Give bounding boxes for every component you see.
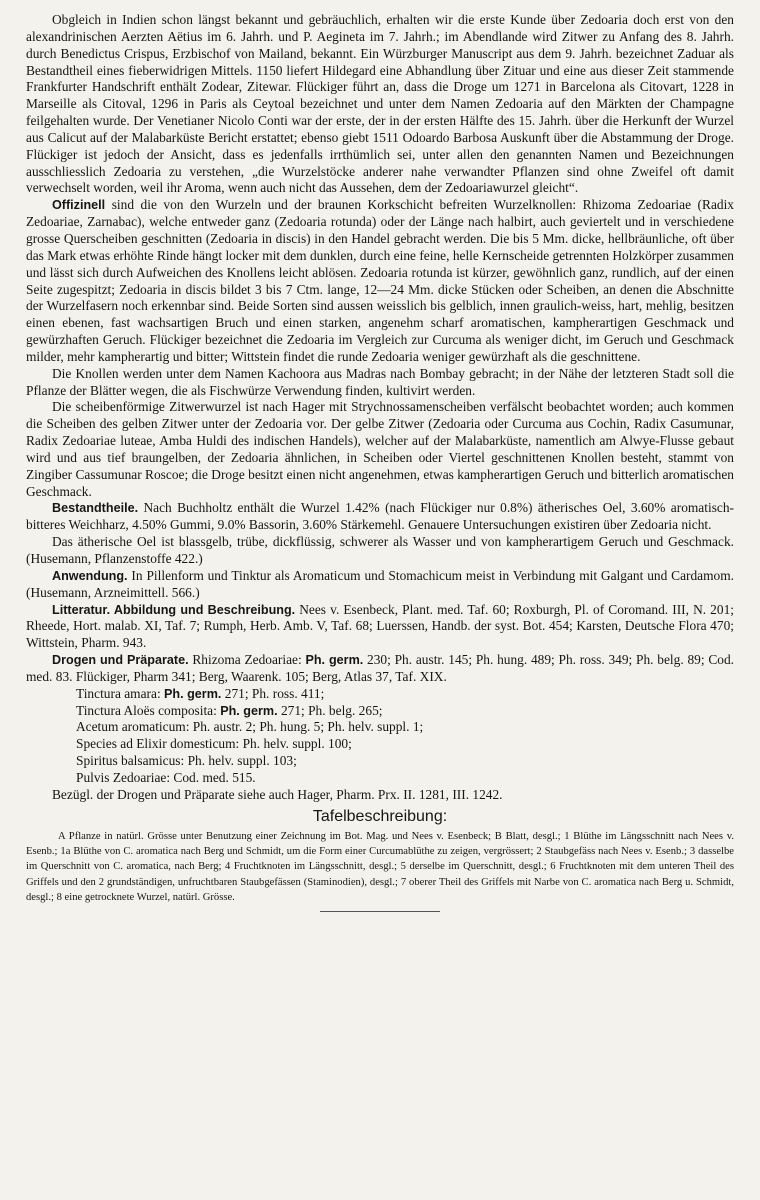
praeparat-name: Tinctura amara: — [76, 685, 165, 701]
ph-germ-label: Ph. germ. — [220, 703, 278, 718]
anwendung-heading: Anwendung. — [52, 568, 128, 583]
bestandtheile-heading: Bestandtheile. — [52, 501, 139, 516]
bestandtheile-text: Nach Buchholtz enthält die Wurzel 1.42% (nach Flückiger nur 0.8%) ätherisches Oel, 3.60% aromatisch-bitteres Weichharz, 4.50% Gummi, 9.0% Bassorin, 3.60% Stärkemehl. Genauere Untersuchungen existiren über Zedoaria nicht. — [26, 500, 734, 533]
end-rule — [320, 911, 440, 912]
drogen-text-b: 230; Ph. austr. 145; Ph. hung. 489; Ph. ross. 349; Ph. belg. 89; Cod. med. 83. Flückiger, Pharm 341; Berg, Waarenk. 105; Berg, Atlas 37, Taf. XIX. — [26, 652, 734, 684]
offizinell-text: sind die von den Wurzeln und der braunen Korkschicht befreiten Wurzelknollen: Rhizoma Zedoariae (Radix Zedoariae, Zarnabac), welche entweder ganz (Zedoaria rotunda) oder der Länge nach halbirt, auch geviertelt und in verschiedene grosse Querscheiben geschnitten (Zedoaria in discis) in den Handel gebracht werden. Die bis 5 Mm. dicke, hellbräunliche, oft über das Mark etwas erhöhte Rinde hängt locker mit dem dunklen, durch eine feine, helle Kernscheide getrennten Holzkörper zusammen und lässt sich durch Aufweichen des Knollens leicht ablösen. Zedoaria rotunda ist kürzer, gewöhnlich ganz, rundlich, auf der einen Seite zugespitzt; Zedoaria in discis bildet 3 bis 7 Ctm. lange, 12—24 Mm. dicke Stücken oder Scheiben, an denen die Abschnitte der Wurzelfasern noch erkennbar sind. Beide Sorten sind aussen weisslich bis gelblich, innen graulich-weiss, hart, mehlig, besitzen einen ebenen, fast wachsartigen Bruch und einen starken, angenehm scharf aromatischen, kampherartigen Geschmack und gewürzhaften Geruch. Flückiger bezeichnet die Zedoaria im Vergleich zur Curcuma als weniger dicht, im Geruch und Geschmack milder, mehr kampherartig und bitter; Wittstein findet die runde Zedoaria weniger gewürzhaft als die geschnittene. — [26, 197, 734, 364]
hager-reference: Bezügl. der Drogen und Präparate siehe auch Hager, Pharm. Prx. II. 1281, III. 1242. — [52, 786, 503, 802]
praeparat-refs: 271; Ph. belg. 265; — [277, 702, 383, 718]
ph-germ-label: Ph. germ. — [305, 653, 364, 668]
praeparat-line — [26, 686, 734, 703]
main-text — [26, 12, 734, 804]
oel-paragraph: Das ätherische Oel ist blassgelb, trübe, dickflüssig, schwerer als Wasser und von kampherartigem Geruch und Geschmack. (Husemann, Pflanzenstoffe 422.) — [26, 534, 734, 566]
praeparat-refs: 271; Ph. ross. 411; — [221, 685, 325, 701]
praeparat-line: Spiritus balsamicus: Ph. helv. suppl. 103; — [76, 753, 297, 769]
offizinell-paragraph — [26, 197, 734, 365]
litteratur-heading: Litteratur. Abbildung und Beschreibung. — [52, 602, 296, 617]
history-paragraph: Obgleich in Indien schon längst bekannt und gebräuchlich, erhalten wir die erste Kunde über Zedoaria doch erst von den alexandrinischen Aerzten Aëtius im 6. Jahrh. und P. Aegineta im 7. Jahrh.; im Abendlande wird Zitwer zu Anfang des 8. Jahrh. durch Benedictus Crispus, Erzbischof von Mailand, bekannt. Ein Würzburger Manuscript aus dem 9. Jahrh. bezeichnet Zaduar als Bestandtheil eines fieberwidrigen Mittels. 1150 liefert Hildegard eine Abhandlung über Zituar und eine aus dieser Zeit stammende Frankfurter Handschrift enthält Zodear, Zitewar. Flückiger führt an, dass die Droge um 1271 in Barcelona als Citovart, 1228 in Marseille als Citoval, 1296 in Paris als Ceytoal bezeichnet und unter dem Namen Zedoaria auf den Märkten der Champagne feilgehalten wurde. Der Venetianer Nicolo Conti war der erste, der in der ersten Hälfte des 15. Jahrh. über die Herkunft der Wurzel aus Calicut auf der Malabarküste Bericht erstattet; ebenso giebt 1511 Odoardo Barbosa Auskunft über die Abstammung der Droge. Flückiger ist jedoch der Ansicht, dass es jedenfalls irrthümlich sei, unter allen den genannten Namen und Bezeichnungen ausschliesslich Zedoaria zu verstehen, „die Wurzelstöcke anderer nahe verwandter Pflanzen sind ohne Zweifel oft damit verwechselt worden, weil ihr Aroma, wenn auch nicht das Aussehen, dem der Zedoariawurzel gleicht“. — [26, 12, 734, 196]
drogen-heading: Drogen und Präparate. — [52, 653, 189, 668]
praeparat-line — [26, 703, 734, 720]
bestandtheile-paragraph — [26, 500, 734, 534]
knollen-paragraph: Die Knollen werden unter dem Namen Kachoora aus Madras nach Bombay gebracht; in der Nähe der letzteren Stadt soll die Pflanze der Blätter wegen, die als Fischwürze Verwendung finden, kultivirt werden. — [26, 365, 734, 398]
drogen-paragraph — [26, 652, 734, 686]
anwendung-paragraph — [26, 568, 734, 602]
zitwer-paragraph: Die scheibenförmige Zitwerwurzel ist nach Hager mit Strychnossamenscheiben verfälscht beobachtet worden; auch kommen die Scheiben des gelben Zitwer unter der Zedoaria vor. Der gelbe Zitwer (Zedoaria oder Curcuma aus Cochin, Radix Casumunar, Radix Zedoariae luteae, Amba Huldi des indischen Handels), welcher auf der Malabarküste, namentlich am Alwye-Flusse gebaut wird und aus tief braungelben, der Zedoaria ähnlichen, in Scheiben oder Viertel geschnittenen Knollen besteht, stammt von Zingiber Cassumunar Roscoe; die Droge besitzt einen nicht angenehmen, etwas kampherartigen Geruch und bitterlich aromatischen Geschmack. — [26, 399, 734, 499]
praeparat-line: Acetum aromaticum: Ph. austr. 2; Ph. hung. 5; Ph. helv. suppl. 1; — [76, 719, 424, 735]
praeparat-line: Pulvis Zedoariae: Cod. med. 515. — [76, 769, 256, 785]
litteratur-paragraph — [26, 602, 734, 653]
drogen-text-a: Rhizoma Zedoariae: — [188, 652, 306, 668]
ph-germ-label: Ph. germ. — [164, 686, 222, 701]
tafel-section — [26, 829, 734, 905]
offizinell-heading: Offizinell — [52, 198, 106, 213]
praeparat-name: Tinctura Aloës composita: — [76, 702, 221, 718]
litteratur-text: Nees v. Esenbeck, Plant. med. Taf. 60; Roxburgh, Pl. of Coromand. III, N. 201; Rheede, Hort. malab. XI, Taf. 7; Rumph, Herb. Amb. V, Taf. 68; Luerssen, Handb. der syst. Bot. 454; Karsten, Deutsche Flora 470; Wittstein, Pharm. 943. — [26, 601, 734, 651]
anwendung-text: In Pillenform und Tinktur als Aromaticum und Stomachicum meist in Verbindung mit Galgant und Cardamom. (Husemann, Arzneimittell. 566.) — [26, 567, 734, 600]
tafel-text: A Pflanze in natürl. Grösse unter Benutzung einer Zeichnung im Bot. Mag. und Nees v. Esenbeck; B Blatt, desgl.; 1 Blüthe im Längsschnitt nach Nees v. Esenb.; 1a Blüthe von C. aromatica nach Berg und Schmidt, um die Form einer Curcumablüthe zu zeigen, vergrössert; 2 Staubgefäss nach Nees v. Esenb.; 3 dasselbe im Querschnitt von C. aromatica, nach Berg; 4 Fruchtknoten im Längsschnitt, desgl.; 5 derselbe im Querschnitt, desgl.; 6 Fruchtknoten mit dem unteren Theil des Griffels und den 2 grundständigen, unfruchtbaren Staubgefässen (Staminodien), desgl.; 7 oberer Theil des Griffels mit Narbe von C. aromatica nach Berg u. Schmidt, desgl.; 8 eine getrocknete Wurzel, natürl. Grösse. — [26, 830, 734, 903]
praeparat-line: Species ad Elixir domesticum: Ph. helv. suppl. 100; — [76, 736, 352, 752]
tafel-heading: Tafelbeschreibung: — [312, 807, 448, 825]
